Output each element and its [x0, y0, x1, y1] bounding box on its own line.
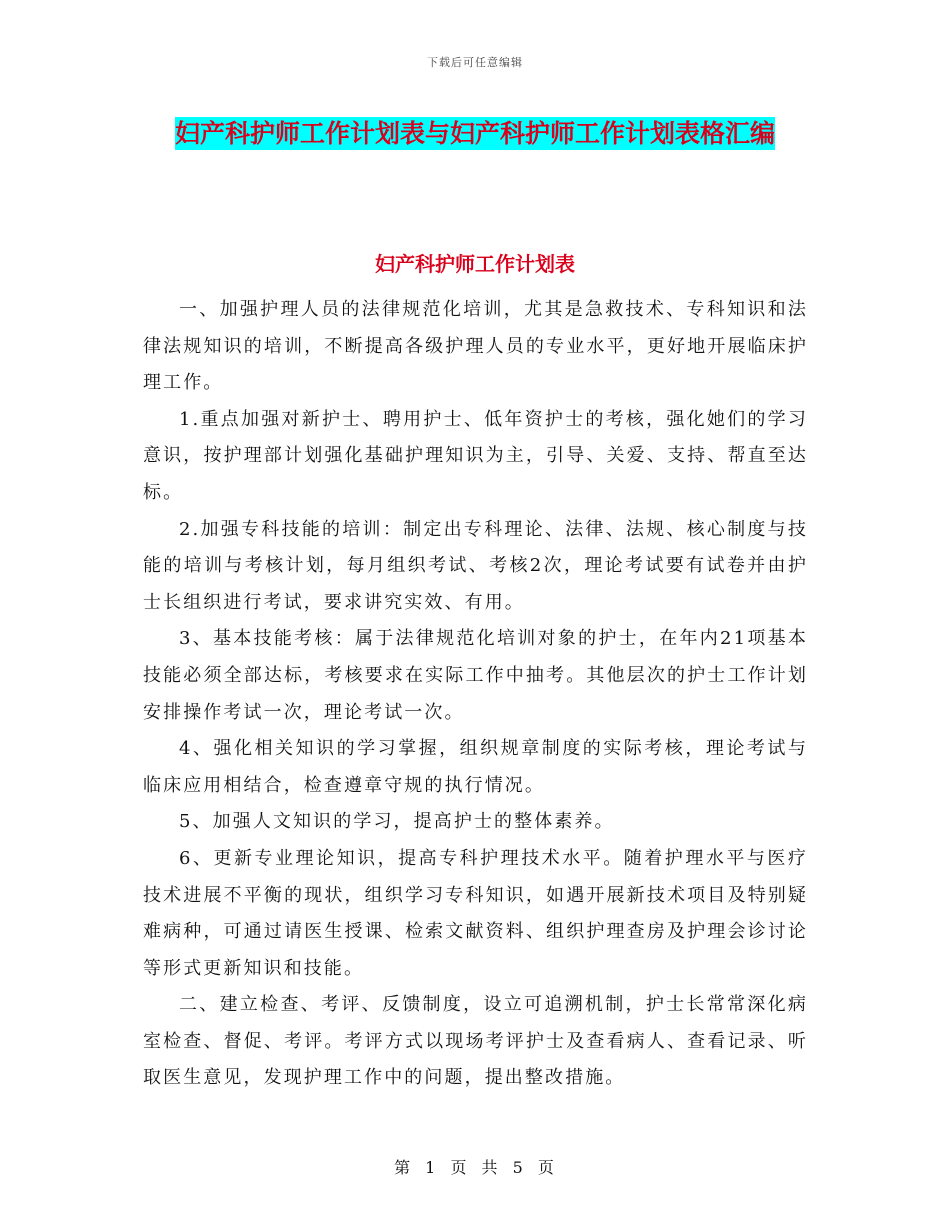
section-title: 妇产科护师工作计划表 [375, 252, 575, 276]
paragraph: 一、加强护理人员的法律规范化培训，尤其是急救技术、专科知识和法律法规知识的培训，不断提高各级护理人员的专业水平，更好地开展临床护理工作。 [143, 299, 808, 394]
paragraph: 二、建立检查、考评、反馈制度，设立可追溯机制，护士长常常深化病室检查、督促、考评。考评方式以现场考评护士及查看病人、查看记录、听取医生意见，发现护理工作中的问题，提出整改措施。 [143, 994, 808, 1089]
document-title [140, 112, 810, 156]
paragraph: 2.加强专科技能的培训：制定出专科理论、法律、法规、核心制度与技能的培训与考核计划，每月组织考试、考核2次，理论考试要有试卷并由护士长组织进行考试，要求讲究实效、有用。 [143, 518, 808, 613]
body-text [143, 292, 808, 1097]
paragraph: 3、基本技能考核：属于法律规范化培训对象的护士，在年内21项基本技能必须全部达标，考核要求在实际工作中抽考。其他层次的护士工作计划安排操作考试一次，理论考试一次。 [143, 628, 808, 723]
paragraph: 5、加强人文知识的学习，提高护士的整体素养。 [179, 811, 615, 833]
paragraph: 4、强化相关知识的学习掌握，组织规章制度的实际考核，理论考试与临床应用相结合，检查遵章守规的执行情况。 [143, 738, 808, 796]
running-header: 下载后可任意编辑 [427, 56, 523, 69]
paragraph: 1.重点加强对新护士、聘用护士、低年资护士的考核，强化她们的学习意识，按护理部计划强化基础护理知识为主，引导、关爱、支持、帮直至达标。 [143, 408, 808, 503]
document-title-text: 妇产科护师工作计划表与妇产科护师工作计划表格汇编 [174, 119, 775, 148]
paragraph: 6、更新专业理论知识，提高专科护理技术水平。随着护理水平与医疗技术进展不平衡的现状，组织学习专科知识，如遇开展新技术项目及特别疑难病种，可通过请医生授课、检索文献资料、组织护理查房及护理会诊讨论等形式更新知识和技能。 [143, 847, 808, 979]
page-number-footer: 第 1 页 共 5 页 [394, 1158, 556, 1177]
